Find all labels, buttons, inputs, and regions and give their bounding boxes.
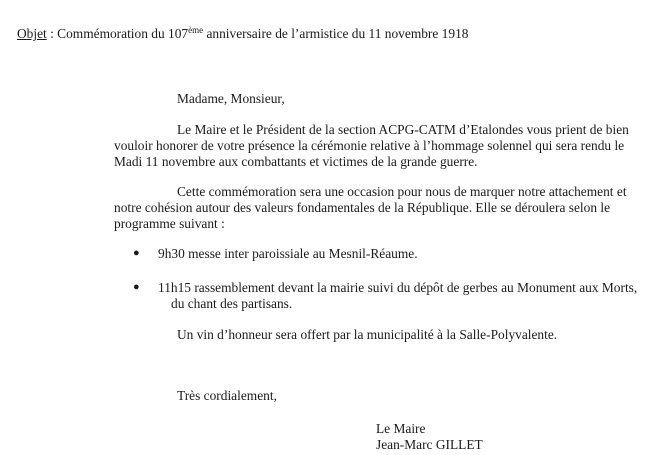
program-item-line: du chant des partisans. [171,296,293,311]
program-item-gathering [158,280,637,312]
subject-label: Objet [17,26,47,41]
paragraph-line: programme suivant : [114,216,225,231]
paragraph-line: Cette commémoration sera une occasion pour nous de marquer notre attachement et [177,184,627,199]
paragraph-line: Le Maire et le Président de la section ACPG-CATM d’Etalondes vous prient de bien [177,122,629,137]
reception-note: Un vin d’honneur sera offert par la municipalité à la Salle-Polyvalente. [177,327,558,342]
signature-title: Le Maire [376,421,426,436]
program-item-line: 11h15 rassemblement devant la mairie suivi du dépôt de gerbes au Monument aux Morts, [158,280,638,295]
paragraph-invitation [114,122,634,170]
paragraph-line: Madi 11 novembre aux combattants et victimes de la grande guerre. [114,154,478,169]
closing-formula: Très cordialement, [177,388,277,403]
bullet-icon: ● [133,281,140,293]
salutation: Madame, Monsieur, [177,91,285,106]
paragraph-commemoration [114,184,634,232]
paragraph-line: notre cohésion autour des valeurs fondamentales de la République. Elle se déroulera selon le [114,200,611,215]
subject-line [17,26,468,42]
program-item-line: 9h30 messe inter paroissiale au Mesnil-Réaume. [158,246,418,261]
subject-text-before: : Commémoration du 107 [46,26,189,41]
subject-superscript: ème [188,25,204,35]
bullet-icon: ● [133,247,140,259]
subject-text-after: anniversaire de l’armistice du 11 novembre 1918 [203,26,469,41]
signature-name: Jean-Marc GILLET [376,437,483,452]
paragraph-line: vouloir honorer de votre présence la cérémonie relative à l’hommage solennel qui sera rendu le [114,138,625,153]
program-item-mass [158,246,418,262]
